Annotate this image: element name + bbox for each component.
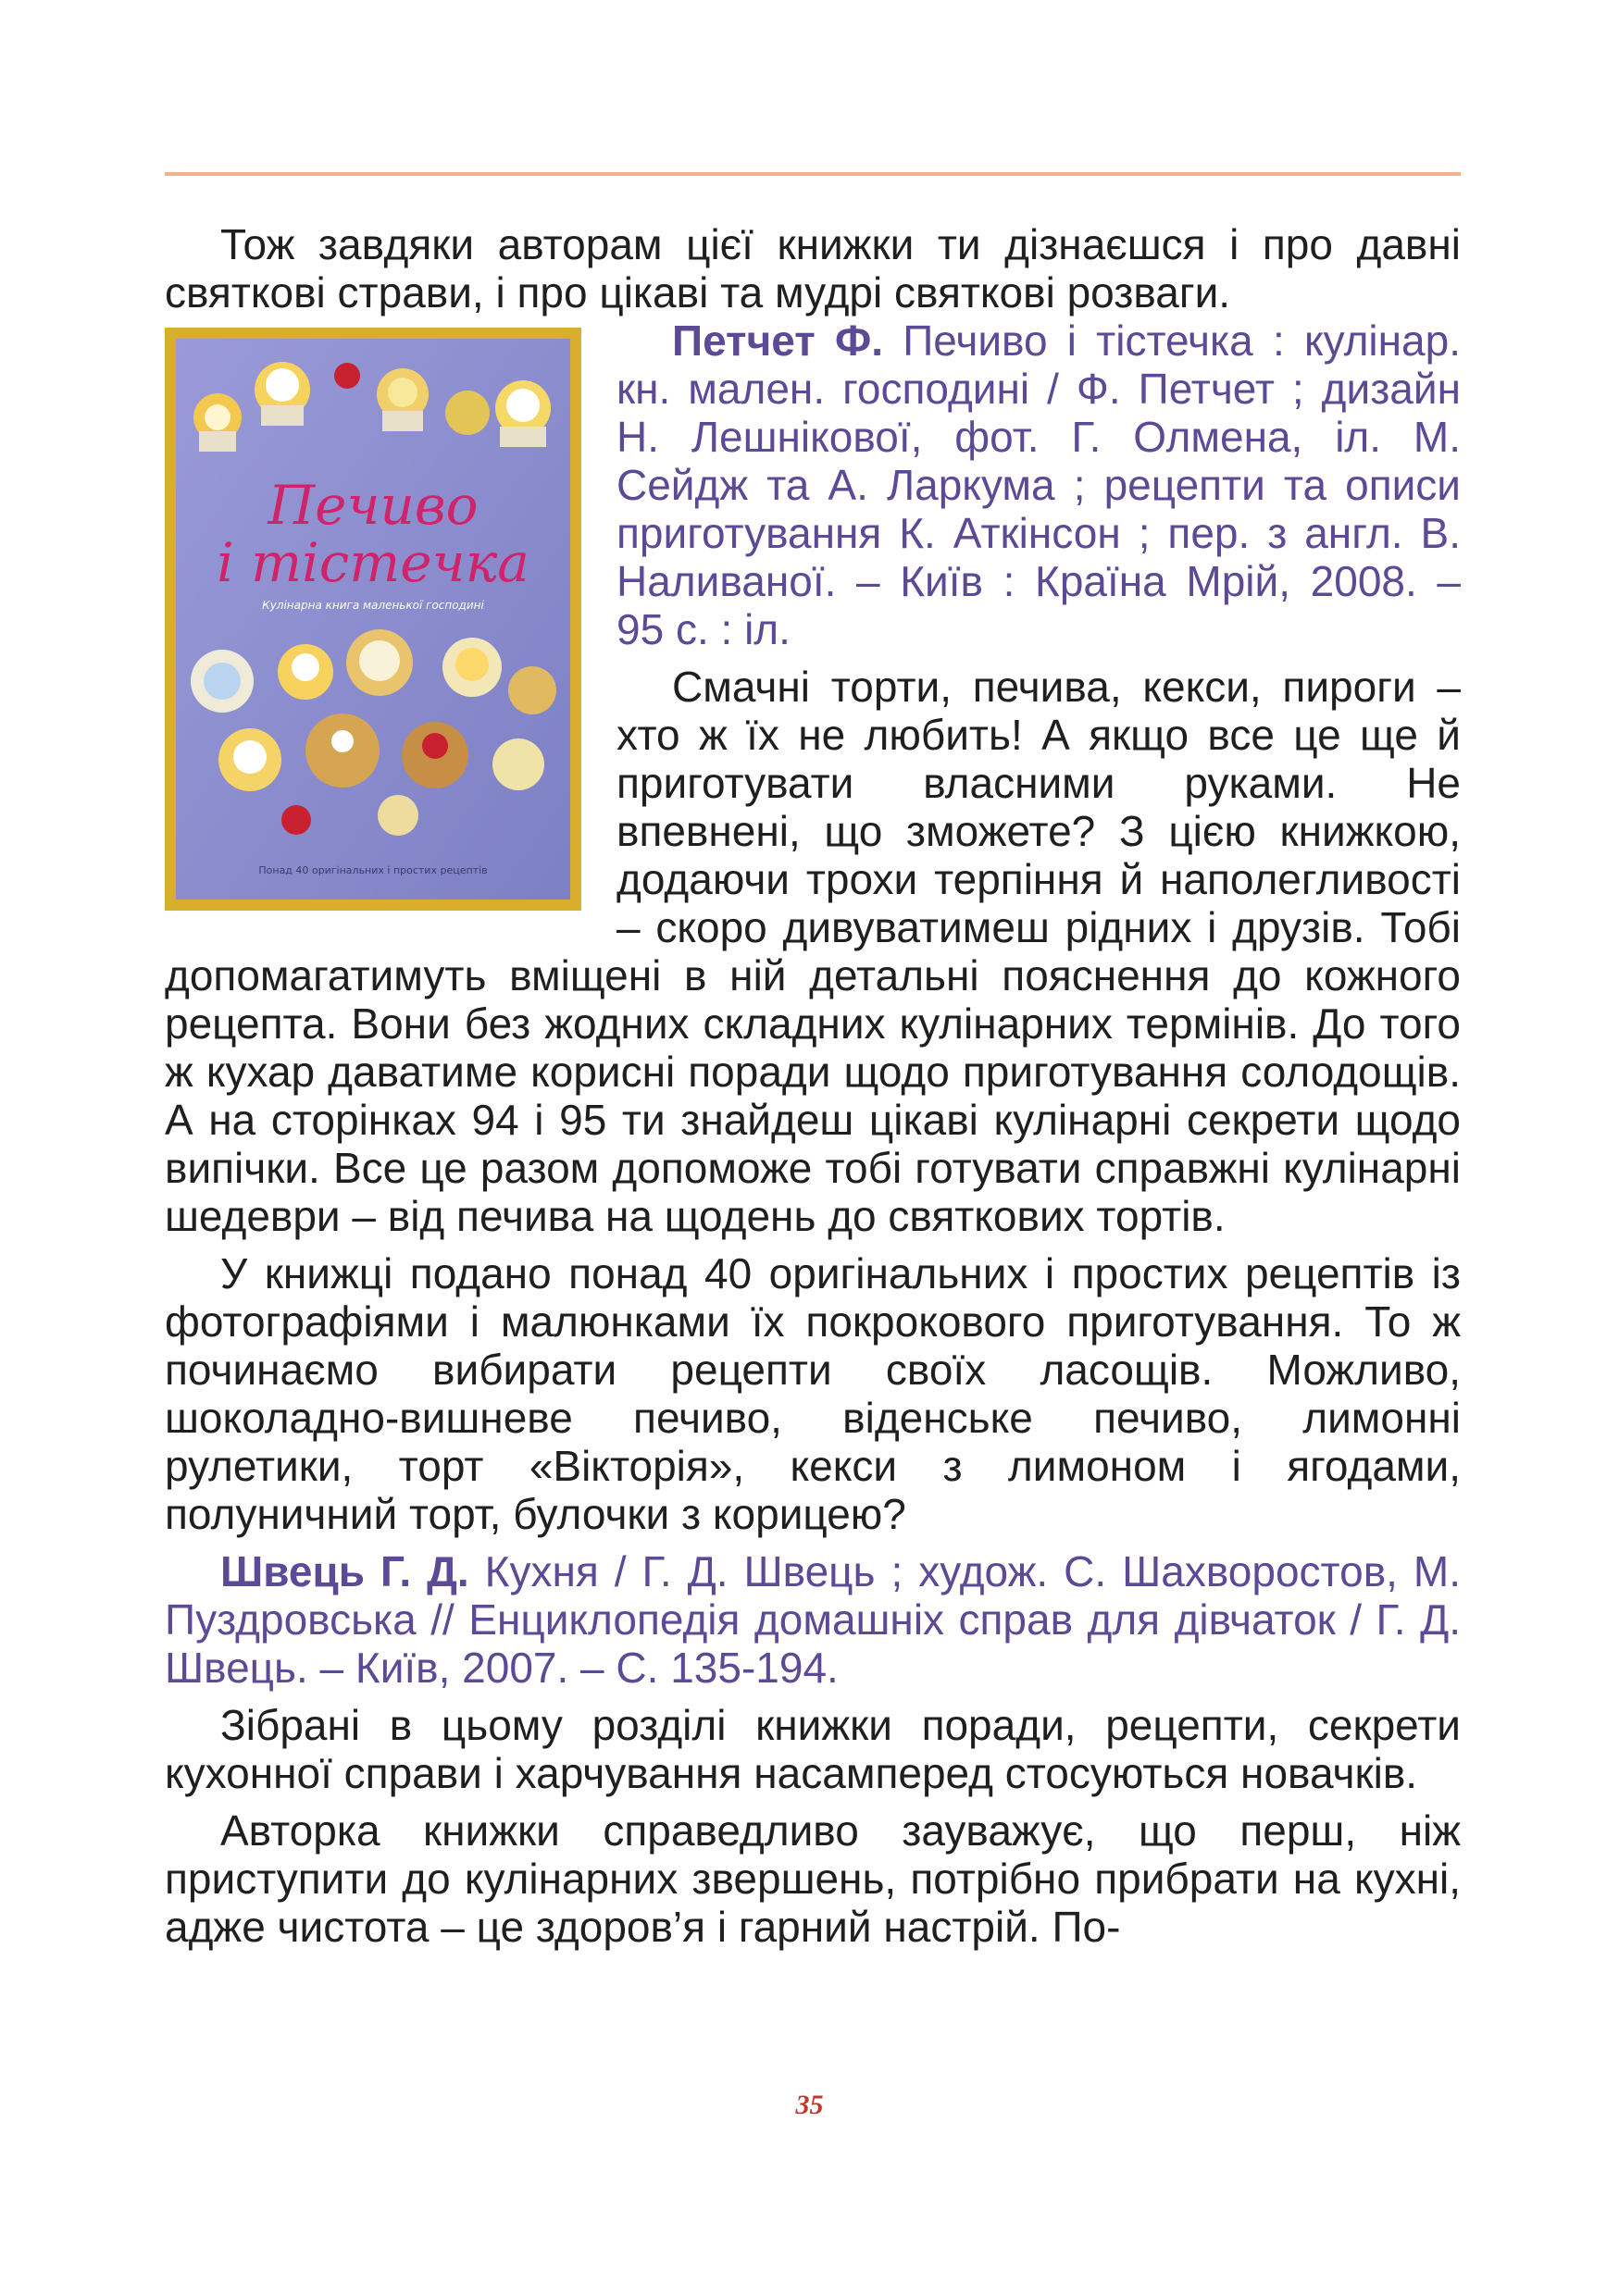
entry2-author: Швець Г. Д. — [220, 1547, 469, 1595]
header-rule — [165, 172, 1461, 176]
entry1-citation: Печиво і тістечка : кулінар. кн. мален. господині / Ф. Петчет ; дизайн Н. Лешнікової, фот. Г. Олмена, іл. М. Сейдж та А. Ларкума ; рецепти та описи приготування К. Аткінсон ; пер. з англ. В. Наливаної. – Київ : Країна Мрій, 2008. – 95 с. : іл. — [616, 316, 1461, 653]
entry1-description-2: У книжці подано понад 40 оригінальних і простих рецептів із фотографіями і малюнками їх покрокового приготування. То ж починаємо вибирати рецепти своїх ласощів. Можливо, шоколадно-вишневе печиво, віденське печиво, лимонні рулетики, торт «Вікторія», кекси з лимоном і ягодами, полуничний торт, булочки з корицею? — [165, 1249, 1461, 1538]
entry2-description-1: Зібрані в цьому розділі книжки поради, рецепти, секрети кухонної справи і харчування насамперед стосуються новачків. — [165, 1701, 1461, 1797]
entry2-description-2: Авторка книжки справедливо зауважує, що перш, ніж приступити до кулінарних звершень, потрібно прибрати на кухні, адже чистота – це здоров’я і гарний настрій. По- — [165, 1806, 1461, 1951]
entry2-citation: Кухня / Г. Д. Швець ; худож. С. Шахворостов, М. Пуздровська // Енциклопедія домашніх справ для дівчаток / Г. Д. Швець. – Київ, 2007. – С. 135-194. — [165, 1547, 1461, 1692]
intro-paragraph: Тож завдяки авторам цієї книжки ти дізнаєшся і про давні святкові страви, і про цікаві та мудрі святкові розваги. — [165, 220, 1461, 316]
entry1-author: Петчет Ф. — [672, 316, 884, 365]
book-cover-image — [165, 328, 581, 911]
bibliography-entry-2 — [165, 1547, 1461, 1692]
entry1-description-1: Смачні торти, печива, кекси, пироги – хто ж їх не любить! А якщо все це ще й приготувати власними руками. Не впевнені, що зможете? З цією книжкою, додаючи трохи терпіння й наполегливості – скоро дивуватимеш рідних і друзів. Тобі допомагатимуть вміщені в ній детальні пояснення до кожного рецепта. Вони без жодних складних кулінарних термінів. До того ж кухар даватиме корисні поради щодо приготування солодощів. А на сторінках 94 і 95 ти знайдеш цікаві кулінарні секрети щодо випічки. Все це разом допоможе тобі готувати справжні кулінарні шедеври – від печива на щодень до святкових тортів. — [165, 663, 1461, 1240]
cover-title-line2: і тістечка — [217, 531, 529, 594]
cover-title-line1: Печиво — [268, 474, 479, 537]
page-body — [165, 220, 1461, 1951]
cover-subtitle: Кулінарна книга маленької господині — [262, 599, 484, 612]
cover-footer: Понад 40 оригінальних і простих рецептів — [258, 864, 488, 876]
page-number: 35 — [795, 2090, 824, 2120]
